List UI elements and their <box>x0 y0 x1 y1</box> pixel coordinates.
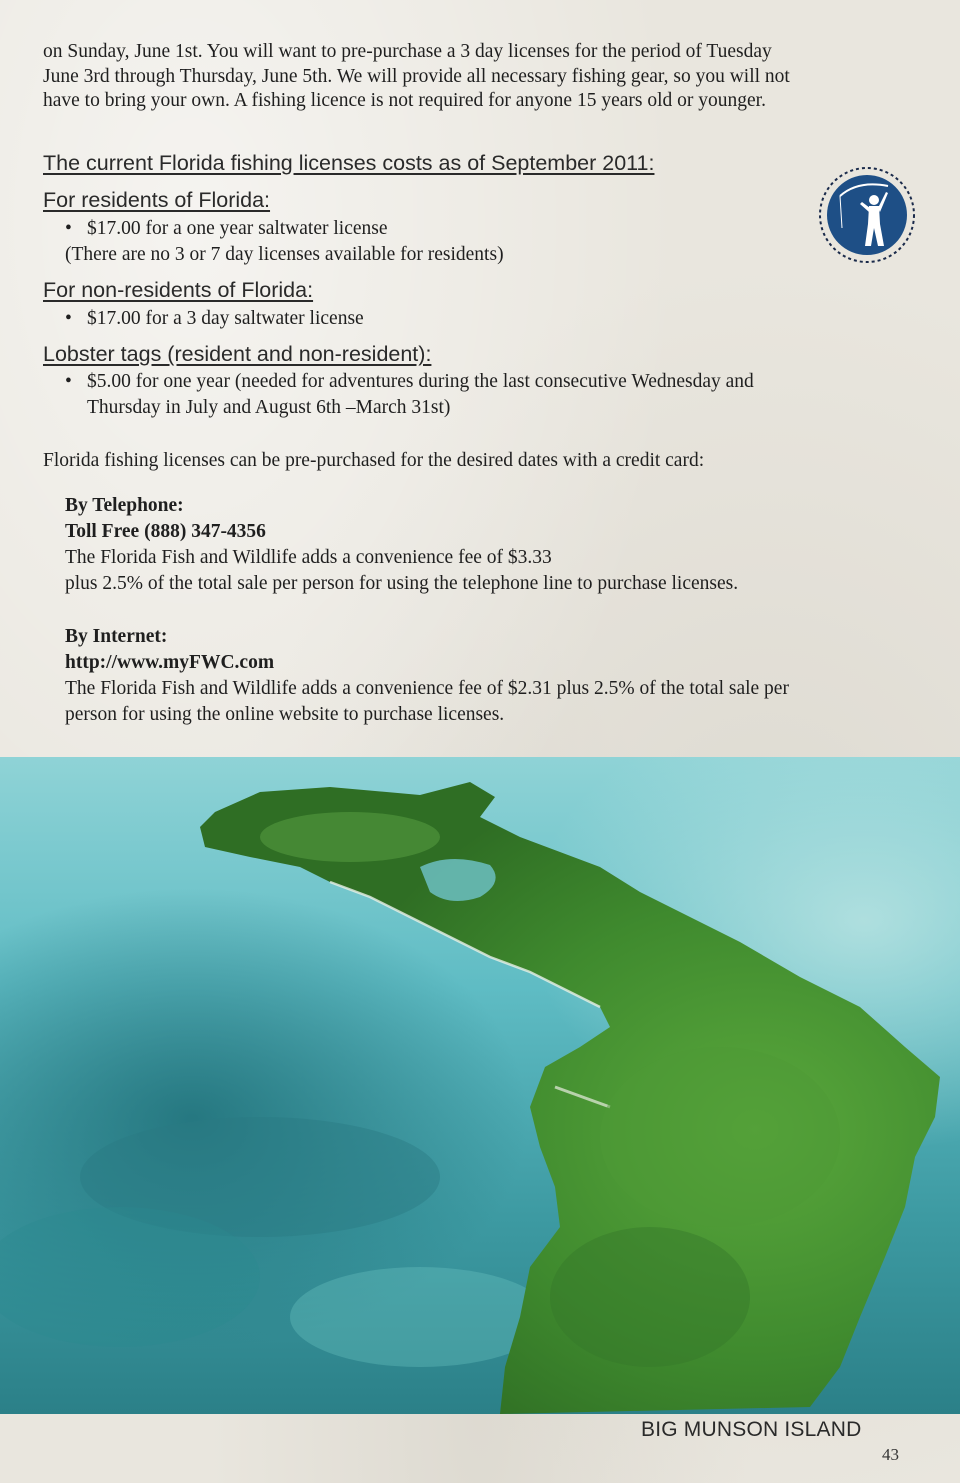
lobster-line: $5.00 for one year (needed for adventures during the last consecutive Wednesday and <box>87 371 754 392</box>
photo-caption: BIG MUNSON ISLAND <box>641 1418 862 1441</box>
intro-line: on Sunday, June 1st. You will want to pre-purchase a 3 day licenses for the period of Tuesday <box>43 41 772 62</box>
purchase-intro: Florida fishing licenses can be pre-purchased for the desired dates with a credit card: <box>43 450 705 471</box>
intro-line: June 3rd through Thursday, June 5th. We will provide all necessary fishing gear, so you will not <box>43 65 790 87</box>
telephone-fee: The Florida Fish and Wildlife adds a convenience fee of $3.33 <box>65 547 552 568</box>
telephone-label: By Telephone: <box>65 495 184 516</box>
intro-paragraph <box>43 40 913 114</box>
non-residents-price: $17.00 for a 3 day saltwater license <box>87 308 364 329</box>
bullet-dot: • <box>65 218 72 239</box>
fisherman-icon <box>818 166 916 264</box>
list-item <box>65 306 865 332</box>
bullet-dot: • <box>65 308 72 329</box>
residents-note: (There are no 3 or 7 day licenses available for residents) <box>65 244 504 265</box>
telephone-number: Toll Free (888) 347-4356 <box>65 521 266 542</box>
bullet-dot: • <box>65 371 72 392</box>
internet-fee: person for using the online website to purchase licenses. <box>65 704 505 725</box>
island-aerial-photo <box>0 757 960 1414</box>
lobster-heading: Lobster tags (resident and non-resident): <box>43 342 432 366</box>
internet-url-link[interactable]: http://www.myFWC.com <box>65 652 275 673</box>
non-residents-heading: For non-residents of Florida: <box>43 278 314 302</box>
residents-price: $17.00 for a one year saltwater license <box>87 218 388 239</box>
intro-line: have to bring your own. A fishing licence is not required for anyone 15 years old or younger. <box>43 90 766 111</box>
list-item <box>65 216 865 242</box>
internet-fee: The Florida Fish and Wildlife adds a convenience fee of $2.31 plus 2.5% of the total sale per <box>65 678 789 699</box>
internet-label: By Internet: <box>65 626 168 647</box>
list-item <box>65 369 865 421</box>
telephone-fee: plus 2.5% of the total sale per person for using the telephone line to purchase licenses. <box>65 573 739 594</box>
license-costs-heading: The current Florida fishing licenses costs as of September 2011: <box>43 151 655 175</box>
lobster-line: Thursday in July and August 6th –March 31st) <box>87 397 451 418</box>
residents-heading: For residents of Florida: <box>43 188 271 212</box>
page-number: 43 <box>882 1445 899 1464</box>
